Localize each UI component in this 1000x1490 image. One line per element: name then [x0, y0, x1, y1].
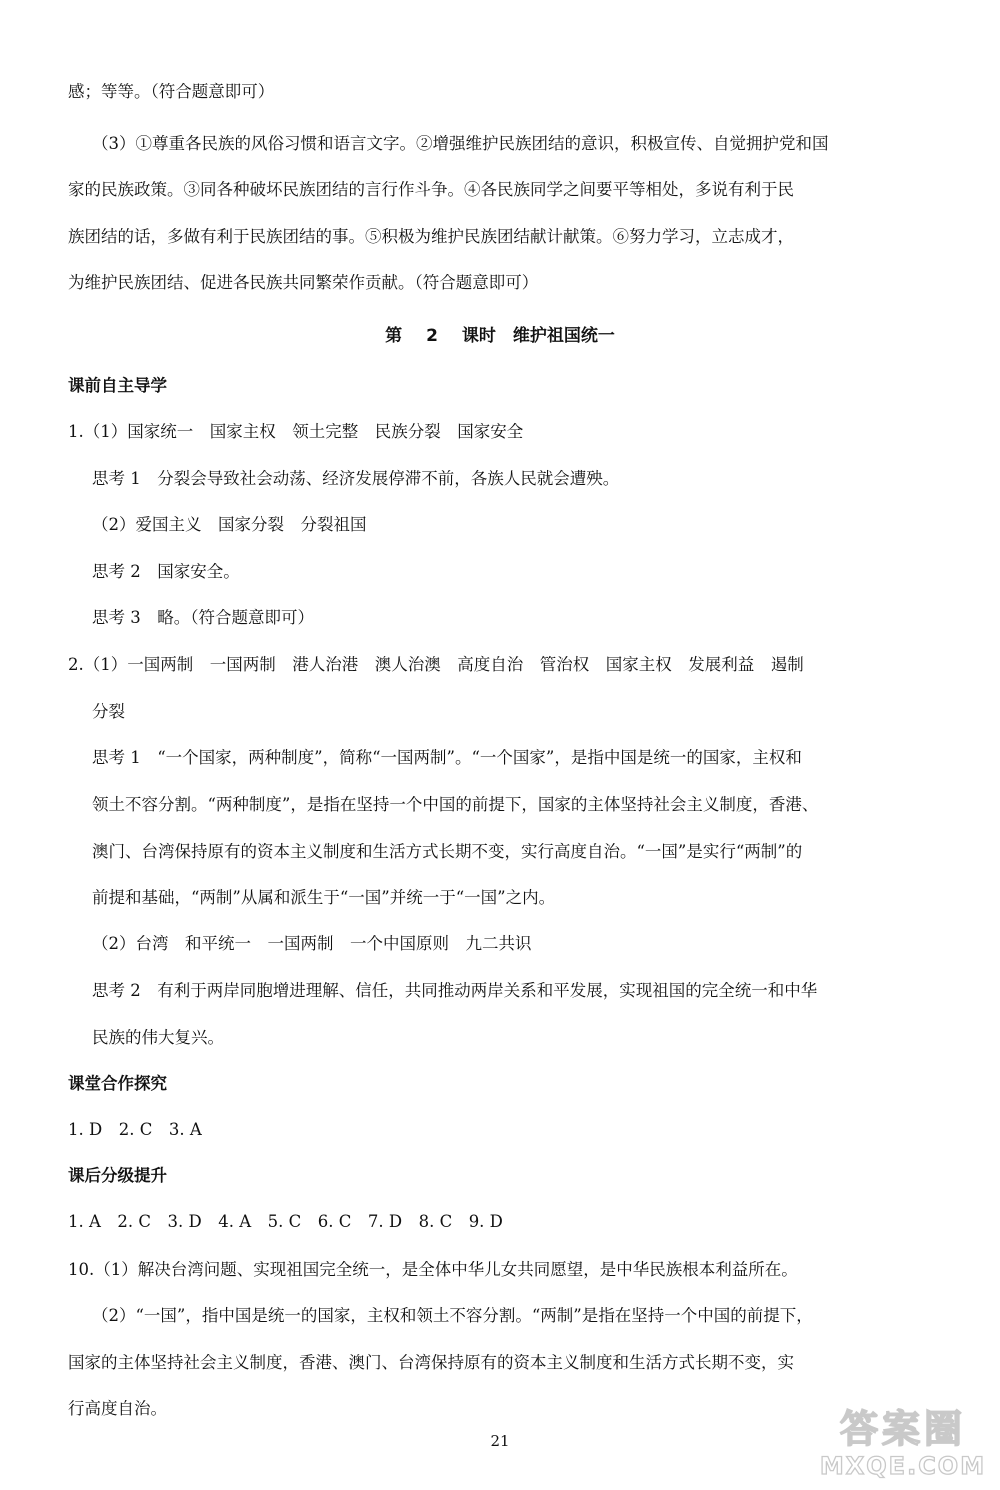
text-line: 行高度自治。 — [68, 1399, 167, 1418]
lesson-title: 第 2 课时 维护祖国统一 — [385, 326, 615, 346]
text-line: 国家的主体坚持社会主义制度，香港、澳门、台湾保持原有的资本主义制度和生活方式长期不变，实 — [68, 1353, 794, 1372]
text-line: 思考 3 略。（符合题意即可） — [92, 608, 314, 627]
text-line: 分裂 — [92, 702, 125, 721]
watermark-logo-icon — [818, 1402, 988, 1480]
text-line: 族团结的话，多做有利于民族团结的事。⑤积极为维护民族团结献计献策。⑥努力学习，立志成才， — [68, 227, 794, 246]
text-line: 1.（1）国家统一 国家主权 领土完整 民族分裂 国家安全 — [68, 422, 524, 441]
section-heading: 课堂合作探究 — [68, 1074, 167, 1093]
text-line: 领土不容分割。“两种制度”，是指在坚持一个中国的前提下，国家的主体坚持社会主义制度，香港、 — [92, 795, 819, 814]
text-line: 为维护民族团结、促进各民族共同繁荣作贡献。（符合题意即可） — [68, 273, 539, 292]
text-line: 1. D 2. C 3. A — [68, 1120, 202, 1139]
text-line: （2）台湾 和平统一 一国两制 一个中国原则 九二共识 — [92, 934, 532, 953]
page-number: 21 — [490, 1432, 510, 1450]
watermark-text-top: 答案圈 — [839, 1407, 967, 1451]
watermark-text-bottom: MXQE.COM — [819, 1452, 987, 1480]
section-heading: 课前自主导学 — [68, 376, 167, 395]
text-line: 家的民族政策。③同各种破坏民族团结的言行作斗争。④各民族同学之间要平等相处，多说有利于民 — [68, 180, 794, 199]
text-line: 10.（1）解决台湾问题、实现祖国完全统一，是全体中华儿女共同愿望，是中华民族根本利益所在。 — [68, 1260, 798, 1279]
section-heading: 课后分级提升 — [68, 1166, 167, 1185]
text-line: 思考 1 “一个国家，两种制度”，简称“一国两制”。“一个国家”，是指中国是统一的国家，主权和 — [92, 748, 802, 767]
text-line: （2）“一国”，指中国是统一的国家，主权和领土不容分割。“两制”是指在坚持一个中国的前提下， — [92, 1306, 813, 1325]
text-line: 1. A 2. C 3. D 4. A 5. C 6. C 7. D 8. C 9. D — [68, 1212, 503, 1231]
text-line: 思考 1 分裂会导致社会动荡、经济发展停滞不前，各族人民就会遭殃。 — [92, 469, 620, 488]
text-line: 澳门、台湾保持原有的资本主义制度和生活方式长期不变，实行高度自治。“一国”是实行“两制”的 — [92, 842, 803, 861]
text-line: 感；等等。（符合题意即可） — [68, 82, 275, 101]
text-line: 思考 2 国家安全。 — [92, 562, 240, 581]
text-line: 思考 2 有利于两岸同胞增进理解、信任，共同推动两岸关系和平发展，实现祖国的完全统一和中华 — [92, 981, 818, 1000]
text-line: 前提和基础，“两制”从属和派生于“一国”并统一于“一国”之内。 — [92, 888, 556, 907]
text-line: （3）①尊重各民族的风俗习惯和语言文字。②增强维护民族团结的意识，积极宣传、自觉拥护党和国 — [92, 134, 829, 153]
text-line: 民族的伟大复兴。 — [92, 1028, 224, 1047]
text-line: （2）爱国主义 国家分裂 分裂祖国 — [92, 515, 367, 534]
text-line: 2.（1）一国两制 一国两制 港人治港 澳人治澳 高度自治 管治权 国家主权 发展利益 遏制 — [68, 655, 804, 674]
